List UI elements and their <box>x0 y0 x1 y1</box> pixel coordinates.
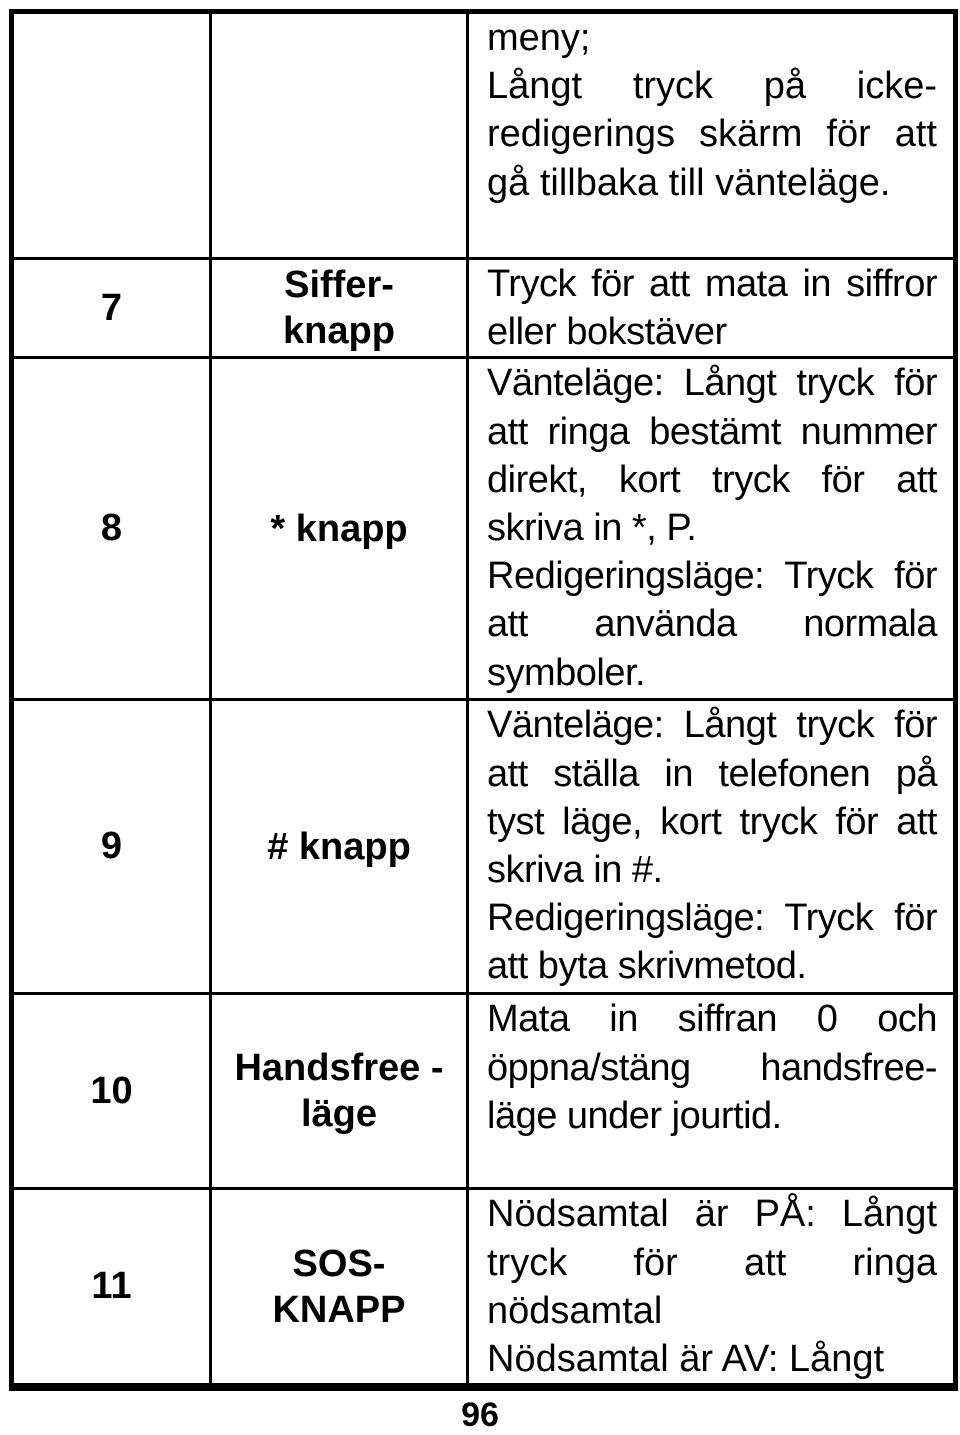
description-line: Vänteläge: Långt tryck för att ställa in telefonen på tyst läge, kort tryck för att skriva in #. <box>487 704 937 892</box>
description-line: Nödsamtal är AV: Långt <box>487 1338 885 1381</box>
table-row <box>12 12 956 259</box>
page-number: 96 <box>461 1396 499 1434</box>
key-name: SOS-KNAPP <box>211 1189 468 1387</box>
row-number: 10 <box>12 994 211 1189</box>
table-row <box>12 259 956 358</box>
key-name: # knapp <box>211 700 468 994</box>
key-description <box>468 700 956 994</box>
table-row <box>12 1189 956 1387</box>
table-row <box>12 994 956 1189</box>
key-name: Siffer-knapp <box>211 259 468 358</box>
key-description <box>468 1189 956 1387</box>
description-line: Tryck för att mata in siffror eller bokstäver <box>487 263 937 354</box>
table-row <box>12 358 956 700</box>
key-description <box>468 358 956 700</box>
description-line: Mata in siffran 0 och öppna/stäng handsfree-läge under jourtid. <box>487 998 937 1137</box>
key-description <box>468 259 956 358</box>
key-name: * knapp <box>211 358 468 700</box>
key-description-table <box>9 9 958 1391</box>
row-number: 9 <box>12 700 211 994</box>
description-line: Vänteläge: Långt tryck för att ringa bestämt nummer direkt, kort tryck för att skriva in *, P. <box>487 362 937 550</box>
key-name <box>211 12 468 259</box>
description-line: Långt tryck på icke-redigerings skärm för att gå tillbaka till vänteläge. <box>487 65 937 204</box>
row-number: 11 <box>12 1189 211 1387</box>
row-number: 7 <box>12 259 211 358</box>
description-line: Nödsamtal är PÅ: Långt tryck för att ringa nödsamtal <box>487 1193 937 1332</box>
row-number <box>12 12 211 259</box>
key-description <box>468 994 956 1189</box>
key-description <box>468 12 956 259</box>
description-line: Redigeringsläge: Tryck för att använda normala symboler. <box>487 555 937 694</box>
table-row <box>12 700 956 994</box>
description-line: meny; <box>487 17 591 59</box>
description-line: Redigeringsläge: Tryck för att byta skrivmetod. <box>487 897 937 988</box>
key-name: Handsfree -läge <box>211 994 468 1189</box>
row-number: 8 <box>12 358 211 700</box>
